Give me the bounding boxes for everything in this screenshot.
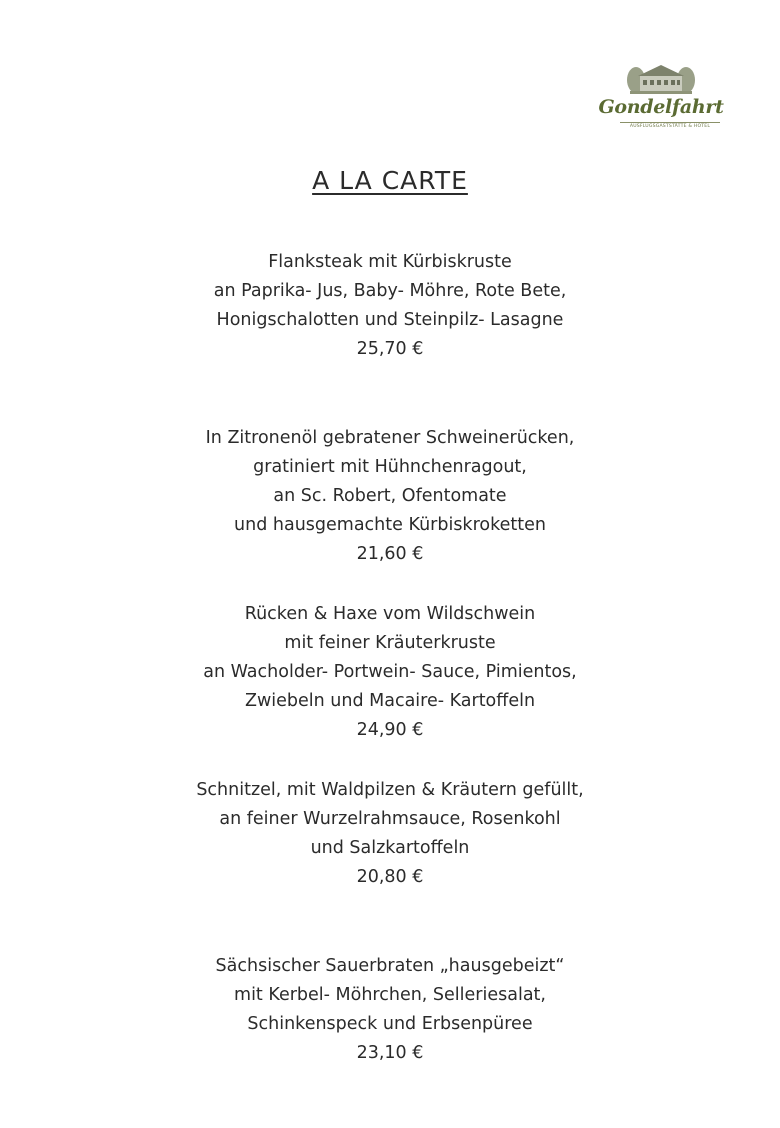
dish-line: Flanksteak mit Kürbiskruste [268, 252, 512, 272]
dish-price: 21,60 € [356, 544, 424, 564]
dish-line: mit Kerbel- Möhrchen, Selleriesalat, [234, 985, 546, 1005]
dish-line: Sächsischer Sauerbraten „hausgebeizt“ [215, 956, 565, 976]
dish-line: Schinkenspeck und Erbsenpüree [247, 1014, 533, 1034]
dish-line: Schnitzel, mit Waldpilzen & Kräutern gefüllt, [196, 780, 584, 800]
restaurant-logo [596, 62, 726, 130]
dish-line: Zwiebeln und Macaire- Kartoffeln [244, 691, 536, 711]
dish-line: an Paprika- Jus, Baby- Möhre, Rote Bete, [213, 281, 567, 301]
dish-price: 20,80 € [356, 867, 424, 887]
dish-item [0, 600, 780, 776]
logo-tagline: AUSFLUGSGASTSTÄTTE & HOTEL [620, 122, 720, 129]
dish-line: an Wacholder- Portwein- Sauce, Pimientos, [203, 662, 577, 682]
dish-item [0, 424, 780, 600]
dish-line: Rücken & Haxe vom Wildschwein [244, 604, 536, 624]
dish-line: mit feiner Kräuterkruste [284, 633, 496, 653]
dish-price: 23,10 € [356, 1043, 424, 1063]
menu-title: A LA CARTE [312, 166, 468, 195]
dish-price: 24,90 € [356, 720, 424, 740]
dish-line: gratiniert mit Hühnchenragout, [253, 457, 527, 477]
dish-item [0, 952, 780, 1128]
logo-wordmark: Gondelfahrt [598, 96, 724, 118]
dish-price: 25,70 € [356, 339, 424, 359]
dish-line: an Sc. Robert, Ofentomate [273, 486, 507, 506]
menu-list [0, 248, 780, 1128]
dish-line: Honigschalotten und Steinpilz- Lasagne [216, 310, 564, 330]
dish-item [0, 248, 780, 424]
dish-line: und hausgemachte Kürbiskroketten [234, 515, 546, 535]
dish-line: und Salzkartoffeln [310, 838, 470, 858]
dish-line: In Zitronenöl gebratener Schweinerücken, [205, 428, 575, 448]
dish-line: an feiner Wurzelrahmsauce, Rosenkohl [219, 809, 561, 829]
house-illustration-icon [626, 62, 696, 96]
dish-item [0, 776, 780, 952]
